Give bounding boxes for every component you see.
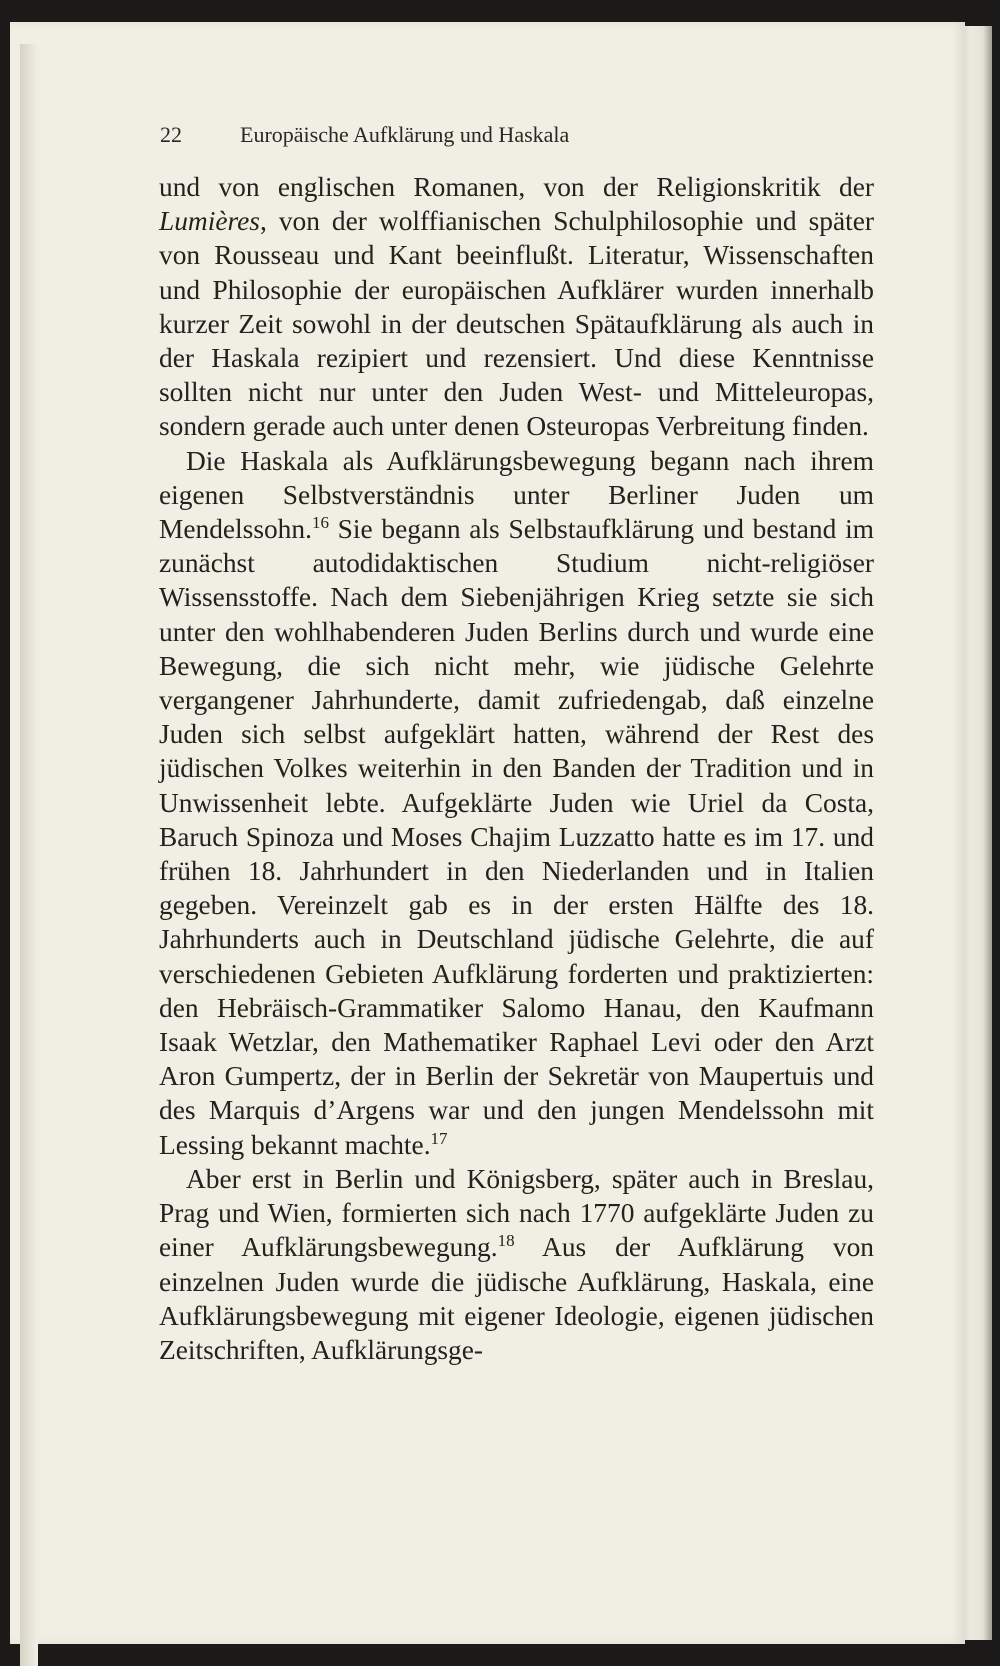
footnote-marker: 18 (497, 1231, 515, 1251)
running-header (160, 122, 569, 152)
paragraph-text: Sie begann als Selbstaufklärung und bestand im zunächst autodidaktischen Studium nicht-religiöser Wissensstoffe. Nach dem Siebenjährigen Krieg setzte sie sich unter den wohlhabenderen Juden Berlins durch und wurde eine Bewegung, die sich nicht mehr, wie jüdische Gelehrte vergangener Jahrhunderte, damit zufriedengab, daß einzelne Juden sich selbst aufgeklärt hatten, während der Rest des jüdischen Volkes weiterhin in den Banden der Tradition und in Unwissenheit lebte. Aufgeklärte Juden wie Uriel da Costa, Baruch Spinoza und Moses Chajim Luzzatto hatte es im 17. und frühen 18. Jahrhundert in den Niederlanden und in Italien gegeben. Vereinzelt gab es in der ersten Hälfte des 18. Jahrhunderts auch in Deutschland jüdische Gelehrte, die auf verschiedenen Gebieten Aufklärung forderten und praktizierten: den Hebräisch-Grammatiker Salomo Hanau, den Kaufmann Isaak Wetzlar, den Mathematiker Raphael Levi oder den Arzt Aron Gumpertz, der in Berlin der Sekretär von Maupertuis und des Marquis d’Argens war und den jungen Mendelssohn mit Lessing bekannt machte. (159, 514, 874, 1160)
body-text (159, 170, 874, 1367)
paragraph-text: Aber erst in Berlin und Königsberg, später auch in Breslau, Prag und Wien, formierten sich nach 1770 aufgeklärte Juden zu einer Aufklärungsbewegung. (159, 1163, 874, 1263)
running-title: Europäische Aufklärung und Haskala (240, 122, 570, 147)
italic-term: Lumières (159, 206, 260, 237)
paragraph-1 (159, 170, 874, 444)
paragraph-2 (159, 444, 874, 1162)
paragraph-text: , von der wolffianischen Schulphilosophie und später von Rousseau und Kant beeinflußt. Literatur, Wissenschaften und Philosophie der europäischen Aufklärer wurden innerhalb kurzer Zeit sowohl in der deutschen Spätaufklärung als auch in der Haskala rezipiert und rezensiert. Und diese Kenntnisse sollten nicht nur unter den Juden West- und Mitteleuropas, sondern gerade auch unter denen Osteuropas Verbreitung finden. (159, 206, 874, 442)
paragraph-3 (159, 1162, 874, 1367)
paragraph-text: und von englischen Romanen, von der Religionskritik der (159, 172, 874, 202)
footnote-marker: 17 (430, 1128, 448, 1148)
footnote-marker: 16 (311, 512, 329, 532)
paragraph-text: Die Haskala als Aufklärungsbewegung begann nach ihrem eigenen Selbstverständnis unter Berliner Juden um Mendelssohn. (159, 445, 874, 545)
page-number: 22 (160, 122, 182, 147)
paragraph-text: Aus der Aufklärung von einzelnen Juden wurde die jüdische Aufklärung, Haskala, eine Aufklärungsbewegung mit eigener Ideologie, eigenen jüdischen Zeitschriften, Aufklärungsge- (159, 1232, 874, 1365)
page-gutter-shadow (20, 44, 38, 1666)
page-edge-right (962, 26, 992, 1640)
